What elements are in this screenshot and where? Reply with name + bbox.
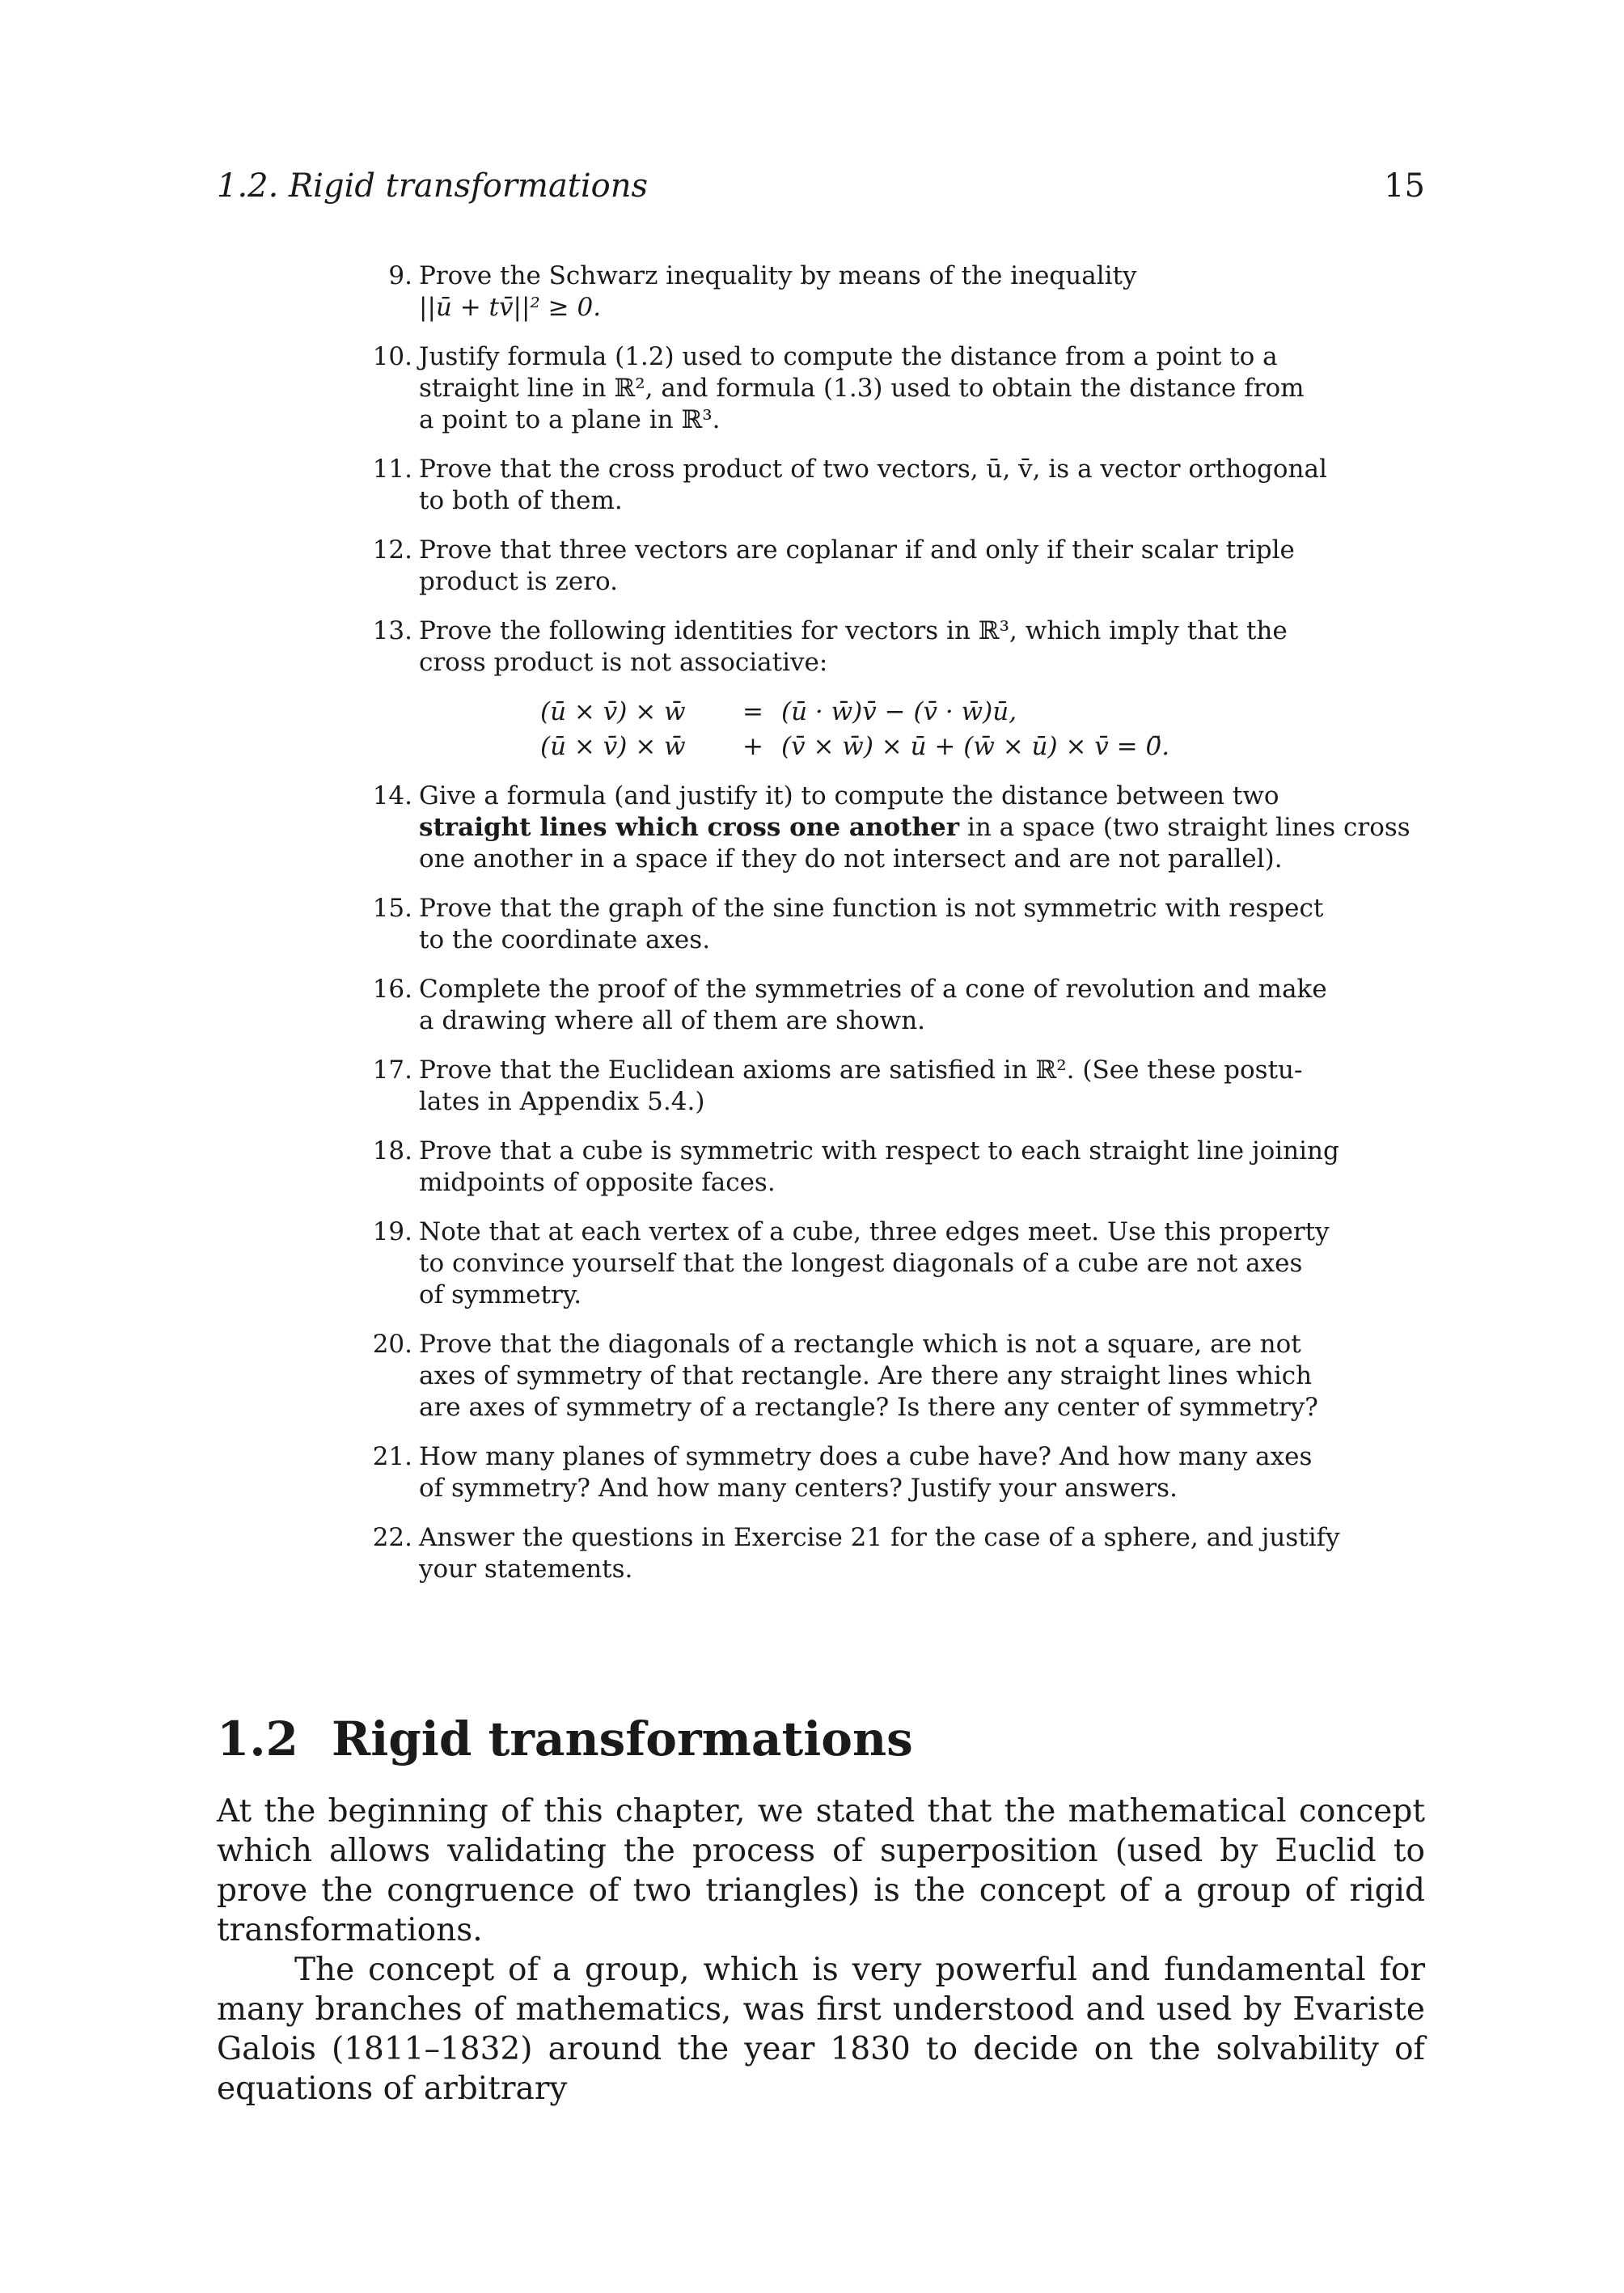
exercise-line: to the coordinate axes. xyxy=(419,925,711,954)
equation-operator: + xyxy=(742,732,763,761)
section-number: 1.2 xyxy=(217,1711,298,1766)
section-heading xyxy=(217,1707,1425,1771)
exercise-line: Prove the following identities for vectors in ℝ³, which imply that the xyxy=(419,616,1288,645)
page-number: 15 xyxy=(1384,167,1425,205)
paragraph: At the beginning of this chapter, we stated that the mathematical concept which allows validating the process of superposition (used by Euclid to prove the congruence of two triangles) is the concept of a group of rigid transformations. xyxy=(217,1793,1425,1948)
exercise-line: your statements. xyxy=(419,1555,633,1584)
exercise-line: to convince yourself that the longest diagonals of a cube are not axes xyxy=(419,1249,1303,1278)
exercise-number: 9. xyxy=(388,261,412,290)
exercise-line: axes of symmetry of that rectangle. Are there any straight lines which xyxy=(419,1361,1313,1390)
exercise-number: 17. xyxy=(372,1056,412,1085)
exercise-number: 16. xyxy=(372,975,412,1004)
equation-rhs: (ū · w̄)v̄ − (v̄ · w̄)ū, xyxy=(781,697,1017,726)
exercise-number: 18. xyxy=(372,1136,412,1166)
exercise-number: 13. xyxy=(372,616,412,645)
exercise-number: 20. xyxy=(372,1330,412,1359)
exercise-line: Note that at each vertex of a cube, three edges meet. Use this property xyxy=(419,1217,1330,1246)
paragraph: The concept of a group, which is very powerful and fundamental for many branches of mathematics, was first understood and used by Evariste Galois (1811–1832) around the year 1830 to decide on the solvability of equations of arbitrary xyxy=(217,1952,1425,2107)
exercise-line: to both of them. xyxy=(419,486,623,515)
exercise-item xyxy=(362,1055,1305,1118)
exercise-line: ||ū + tv̄||² ≥ 0. xyxy=(419,293,602,322)
section-title: Rigid transformations xyxy=(332,1711,913,1766)
exercise-line: cross product is not associative: xyxy=(419,648,828,677)
exercise-line: a point to a plane in ℝ³. xyxy=(419,405,721,434)
exercise-line-rest: in a space (two straight lines cross xyxy=(959,813,1410,842)
exercise-item xyxy=(362,1329,1318,1424)
exercise-item xyxy=(362,893,1324,956)
exercise-line: Prove the Schwarz inequality by means of the inequality xyxy=(419,261,1137,290)
exercise-number: 15. xyxy=(372,894,412,923)
identity-equations xyxy=(540,696,1305,763)
exercise-number: 10. xyxy=(372,342,412,371)
exercise-line: lates in Appendix 5.4.) xyxy=(419,1087,705,1116)
exercise-line: Give a formula (and justify it) to compute the distance between two xyxy=(419,781,1279,810)
exercise-number: 14. xyxy=(372,781,412,810)
exercise-item xyxy=(362,260,1305,324)
exercise-line: midpoints of opposite faces. xyxy=(419,1168,776,1197)
exercise-line: Answer the questions in Exercise 21 for the case of a sphere, and justify xyxy=(419,1523,1340,1552)
exercise-line: straight line in ℝ², and formula (1.3) used to obtain the distance from xyxy=(419,374,1305,403)
exercise-line xyxy=(419,812,1410,844)
exercise-item xyxy=(362,1216,1330,1311)
exercise-item xyxy=(362,974,1327,1037)
exercise-item xyxy=(362,454,1327,517)
equation-rhs: (v̄ × w̄) × ū + (w̄ × ū) × v̄ = 0̄. xyxy=(781,732,1170,761)
exercise-item xyxy=(362,1522,1340,1585)
exercise-item xyxy=(362,1136,1339,1199)
exercise-item xyxy=(362,535,1305,598)
bold-term: straight lines which cross one another xyxy=(419,813,960,842)
exercise-item xyxy=(362,1441,1313,1504)
exercise-line: Prove that the Euclidean axioms are satisfied in ℝ². (See these postu- xyxy=(419,1056,1303,1085)
body-text xyxy=(217,1792,1425,2109)
exercise-number: 21. xyxy=(372,1442,412,1471)
exercise-line: are axes of symmetry of a rectangle? Is there any center of symmetry? xyxy=(419,1393,1318,1422)
exercise-item xyxy=(362,616,1305,763)
exercise-item xyxy=(362,781,1410,875)
exercise-line: Complete the proof of the symmetries of a cone of revolution and make xyxy=(419,975,1327,1004)
exercise-line: a drawing where all of them are shown. xyxy=(419,1006,926,1035)
exercise-line: Prove that a cube is symmetric with respect to each straight line joining xyxy=(419,1136,1339,1166)
equation-lhs: (ū × v̄) × w̄ xyxy=(540,732,686,761)
running-head xyxy=(217,162,1425,210)
exercise-number: 12. xyxy=(372,535,412,565)
running-title: 1.2. Rigid transformations xyxy=(217,167,649,205)
exercise-line: one another in a space if they do not intersect and are not parallel). xyxy=(419,844,1283,874)
exercise-number: 22. xyxy=(372,1523,412,1552)
exercise-line: Prove that three vectors are coplanar if and only if their scalar triple xyxy=(419,535,1295,565)
exercise-line: How many planes of symmetry does a cube have? And how many axes xyxy=(419,1442,1313,1471)
equation-operator: = xyxy=(742,697,763,726)
equation-lhs: (ū × v̄) × w̄ xyxy=(540,697,686,726)
exercise-line: of symmetry. xyxy=(419,1280,582,1309)
exercise-item xyxy=(362,341,1305,436)
exercise-number: 11. xyxy=(372,455,412,484)
exercise-line: Prove that the graph of the sine function is not symmetric with respect xyxy=(419,894,1324,923)
exercise-line: product is zero. xyxy=(419,567,618,596)
exercise-line: Prove that the cross product of two vectors, ū, v̄, is a vector orthogonal xyxy=(419,455,1327,484)
exercise-list xyxy=(362,260,1410,1603)
exercise-line: Prove that the diagonals of a rectangle which is not a square, are not xyxy=(419,1330,1301,1359)
exercise-line: of symmetry? And how many centers? Justify your answers. xyxy=(419,1474,1178,1503)
exercise-number: 19. xyxy=(372,1217,412,1246)
exercise-line: Justify formula (1.2) used to compute the distance from a point to a xyxy=(419,342,1278,371)
